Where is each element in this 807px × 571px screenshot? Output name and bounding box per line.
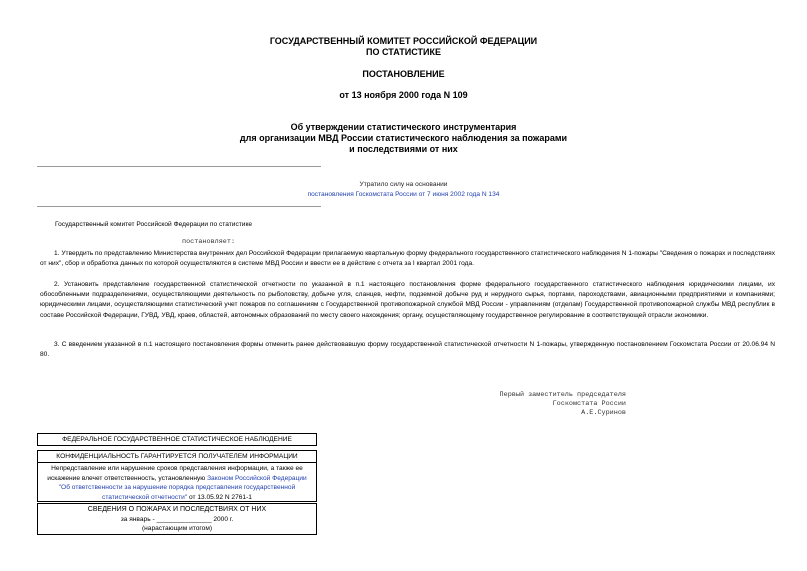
law-date-number: от 13.05.92 N 2761-1 [187, 493, 252, 501]
document-subject-line1: Об утверждении статистического инструментария [290, 122, 517, 132]
paragraph-3: 3. С введением указанной в п.1 настоящего постановления формы отменить ранее действовавшую форму государственной статистической отчетности N 1-пожары, утвержденную постановлением Госкомстата России от 20.06.94 N 80. [40, 341, 775, 359]
paragraph-1: 1. Утвердить по представлению Министерства внутренних дел Российской Федерации прилагаемую квартальную форму федерального государственного статистического наблюдения N 1-пожары "Сведения о пожарах и последствиях от них", сбор и обработка данных по которой осуществляются в системе МВД России и ввести ее в действие с отчета за I квартал 2001 года. [40, 250, 775, 268]
law-title-link-end[interactable]: статистической отчетности" [102, 493, 188, 501]
signature-line3: А.Е.Суринов [581, 409, 626, 417]
resolves-text: постановляет: [182, 238, 236, 246]
document-date-number: от 13 ноября 2000 года N 109 [339, 90, 468, 100]
document-subject-line2: для организации МВД России статистического наблюдения за пожарами [239, 133, 568, 143]
form-box-federal-observation [37, 433, 317, 446]
intro-text: Государственный комитет Российской Федерации по статистике [55, 221, 253, 228]
paragraph-2: 2. Установить представление государственной статистической отчетности по указанной в п.1 настоящего постановления форме федерального государственного статистического наблюдения юридическими лицами, их обособленными подразделениями, осуществляющими деятельность по рыболовству, добыче угля, сланцев, нефти, подземной добыче руд и нерудного сырья, портами, пароходствами, авиационными предприятиями и компаниями; юридическими лицами, осуществляющими статистический учет пожаров по соглашениям с Государственной противопожарной службой МВД России - управлениям (отделам) Государственной противопожарной службы МВД республик в составе Российской Федерации, ГУВД, УВД, краев, областей, автономных образований по месту своего нахождения; органу, осуществляющему государственное регулирование в соответствующей отрасли экономики. [40, 281, 775, 319]
signature-line1: Первый заместитель председателя [499, 391, 626, 399]
document-subject-line3: и последствиями от них [349, 144, 458, 154]
law-title-link[interactable]: "Об ответственности за нарушение порядка представления государственной [58, 484, 296, 491]
form-period-note: (нарастающим итогом) [141, 525, 213, 532]
org-name-line1: ГОСУДАРСТВЕННЫЙ КОМИТЕТ РОССИЙСКОЙ ФЕДЕРАЦИИ [269, 36, 538, 46]
liability-line2-text: искажение влечет ответственность, установленную [47, 474, 208, 482]
form-box-federal-observation-text: ФЕДЕРАЛЬНОЕ ГОСУДАРСТВЕННОЕ СТАТИСТИЧЕСКОЕ НАБЛЮДЕНИЕ [62, 436, 292, 443]
form-box-confidentiality-text: КОНФИДЕНЦИАЛЬНОСТЬ ГАРАНТИРУЕТСЯ ПОЛУЧАТЕЛЕМ ИНФОРМАЦИИ [56, 453, 298, 460]
liability-line4 [38, 493, 316, 503]
liability-line2 [38, 474, 316, 484]
form-title: СВЕДЕНИЯ О ПОЖАРАХ И ПОСЛЕДСТВИЯХ ОТ НИХ [87, 506, 267, 513]
form-box-title [37, 503, 317, 535]
form-box-liability [37, 462, 317, 502]
form-period: за январь - _______________ 2000 г. [120, 515, 234, 523]
top-divider [37, 166, 321, 167]
repeal-link[interactable]: постановления Госкомстата России от 7 июня 2002 года N 134 [307, 191, 500, 198]
bottom-divider [37, 206, 321, 207]
liability-line1: Непредставление или нарушение сроков представления информации, а также ее [51, 465, 303, 472]
signature-line2: Госкомстата России [552, 400, 626, 408]
document-type: ПОСТАНОВЛЕНИЕ [362, 69, 445, 79]
org-name-line2: ПО СТАТИСТИКЕ [366, 47, 441, 57]
repeal-note: Утратило силу на основании [359, 181, 448, 188]
law-link[interactable]: Законом Российской Федерации [207, 474, 307, 482]
